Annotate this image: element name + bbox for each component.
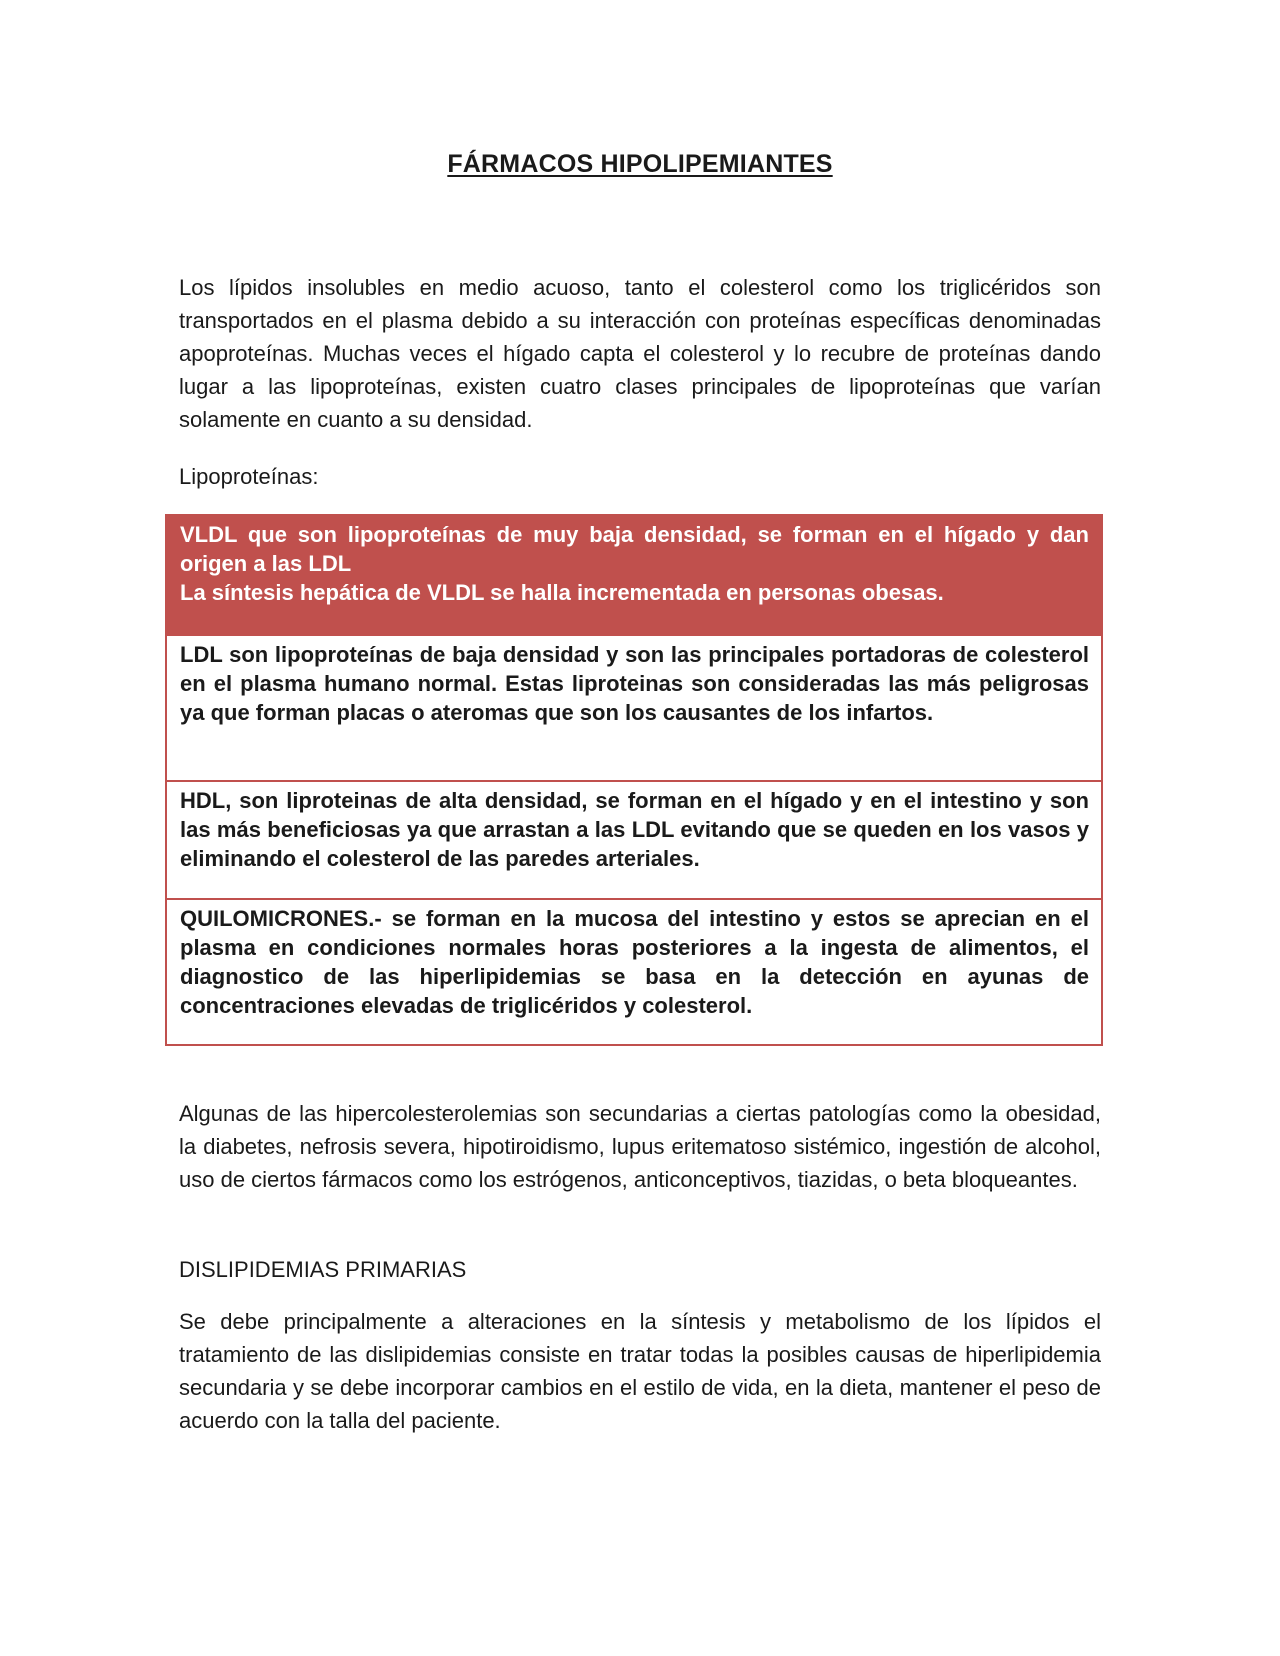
vldl-text: VLDL que son lipoproteínas de muy baja densidad, se forman en el hígado y dan origen a las LDL xyxy=(180,522,1089,576)
table-row-ldl xyxy=(167,634,1101,780)
vldl-obesity-note: La síntesis hepática de VLDL se halla incrementada en personas obesas. xyxy=(180,580,944,605)
page-title: FÁRMACOS HIPOLIPEMIANTES xyxy=(447,150,833,178)
table-row-quilomicrones xyxy=(167,898,1101,1044)
section-heading-primary-dyslipidemias: DISLIPIDEMIAS PRIMARIAS xyxy=(179,1257,467,1282)
hdl-text: HDL, son liproteinas de alta densidad, se forman en el hígado y en el intestino y son las más beneficiosas ya que arrastan a las LDL evitando que se queden en los vasos y eliminando el colesterol de las paredes arteriales. xyxy=(180,788,1089,871)
table-row-vldl xyxy=(167,516,1101,634)
table-row-hdl xyxy=(167,780,1101,898)
primary-dyslipidemias-paragraph: Se debe principalmente a alteraciones en la síntesis y metabolismo de los lípidos el tratamiento de las dislipidemias consiste en tratar todas la posibles causas de hiperlipidemia secundaria y se debe incorporar cambios en el estilo de vida, en la dieta, mantener el peso de acuerdo con la talla del paciente. xyxy=(179,1309,1101,1433)
lipoprotein-table xyxy=(165,514,1103,1046)
secondary-causes-paragraph: Algunas de las hipercolesterolemias son secundarias a ciertas patologías como la obesidad, la diabetes, nefrosis severa, hipotiroidismo, lupus eritematoso sistémico, ingestión de alcohol, uso de ciertos fármacos como los estrógenos, anticonceptivos, tiazidas, o beta bloqueantes. xyxy=(179,1101,1101,1192)
lipoproteins-label: Lipoproteínas: xyxy=(179,464,319,489)
intro-paragraph: Los lípidos insolubles en medio acuoso, tanto el colesterol como los triglicéridos son transportados en el plasma debido a su interacción con proteínas específicas denominadas apoproteínas. Muchas veces el hígado capta el colesterol y lo recubre de proteínas dando lugar a las lipoproteínas, existen cuatro clases principales de lipoproteínas que varían solamente en cuanto a su densidad. xyxy=(179,275,1101,432)
ldl-text: LDL son lipoproteínas de baja densidad y son las principales portadoras de colesterol en el plasma humano normal. Estas liproteinas son consideradas las más peligrosas ya que forman placas o ateromas que son los causantes de los infartos. xyxy=(180,642,1089,725)
quilomicrones-text: QUILOMICRONES.- se forman en la mucosa del intestino y estos se aprecian en el plasma en condiciones normales horas posteriores a la ingesta de alimentos, el diagnostico de las hiperlipidemias se basa en la detección en ayunas de concentraciones elevadas de triglicéridos y colesterol. xyxy=(180,906,1089,1018)
